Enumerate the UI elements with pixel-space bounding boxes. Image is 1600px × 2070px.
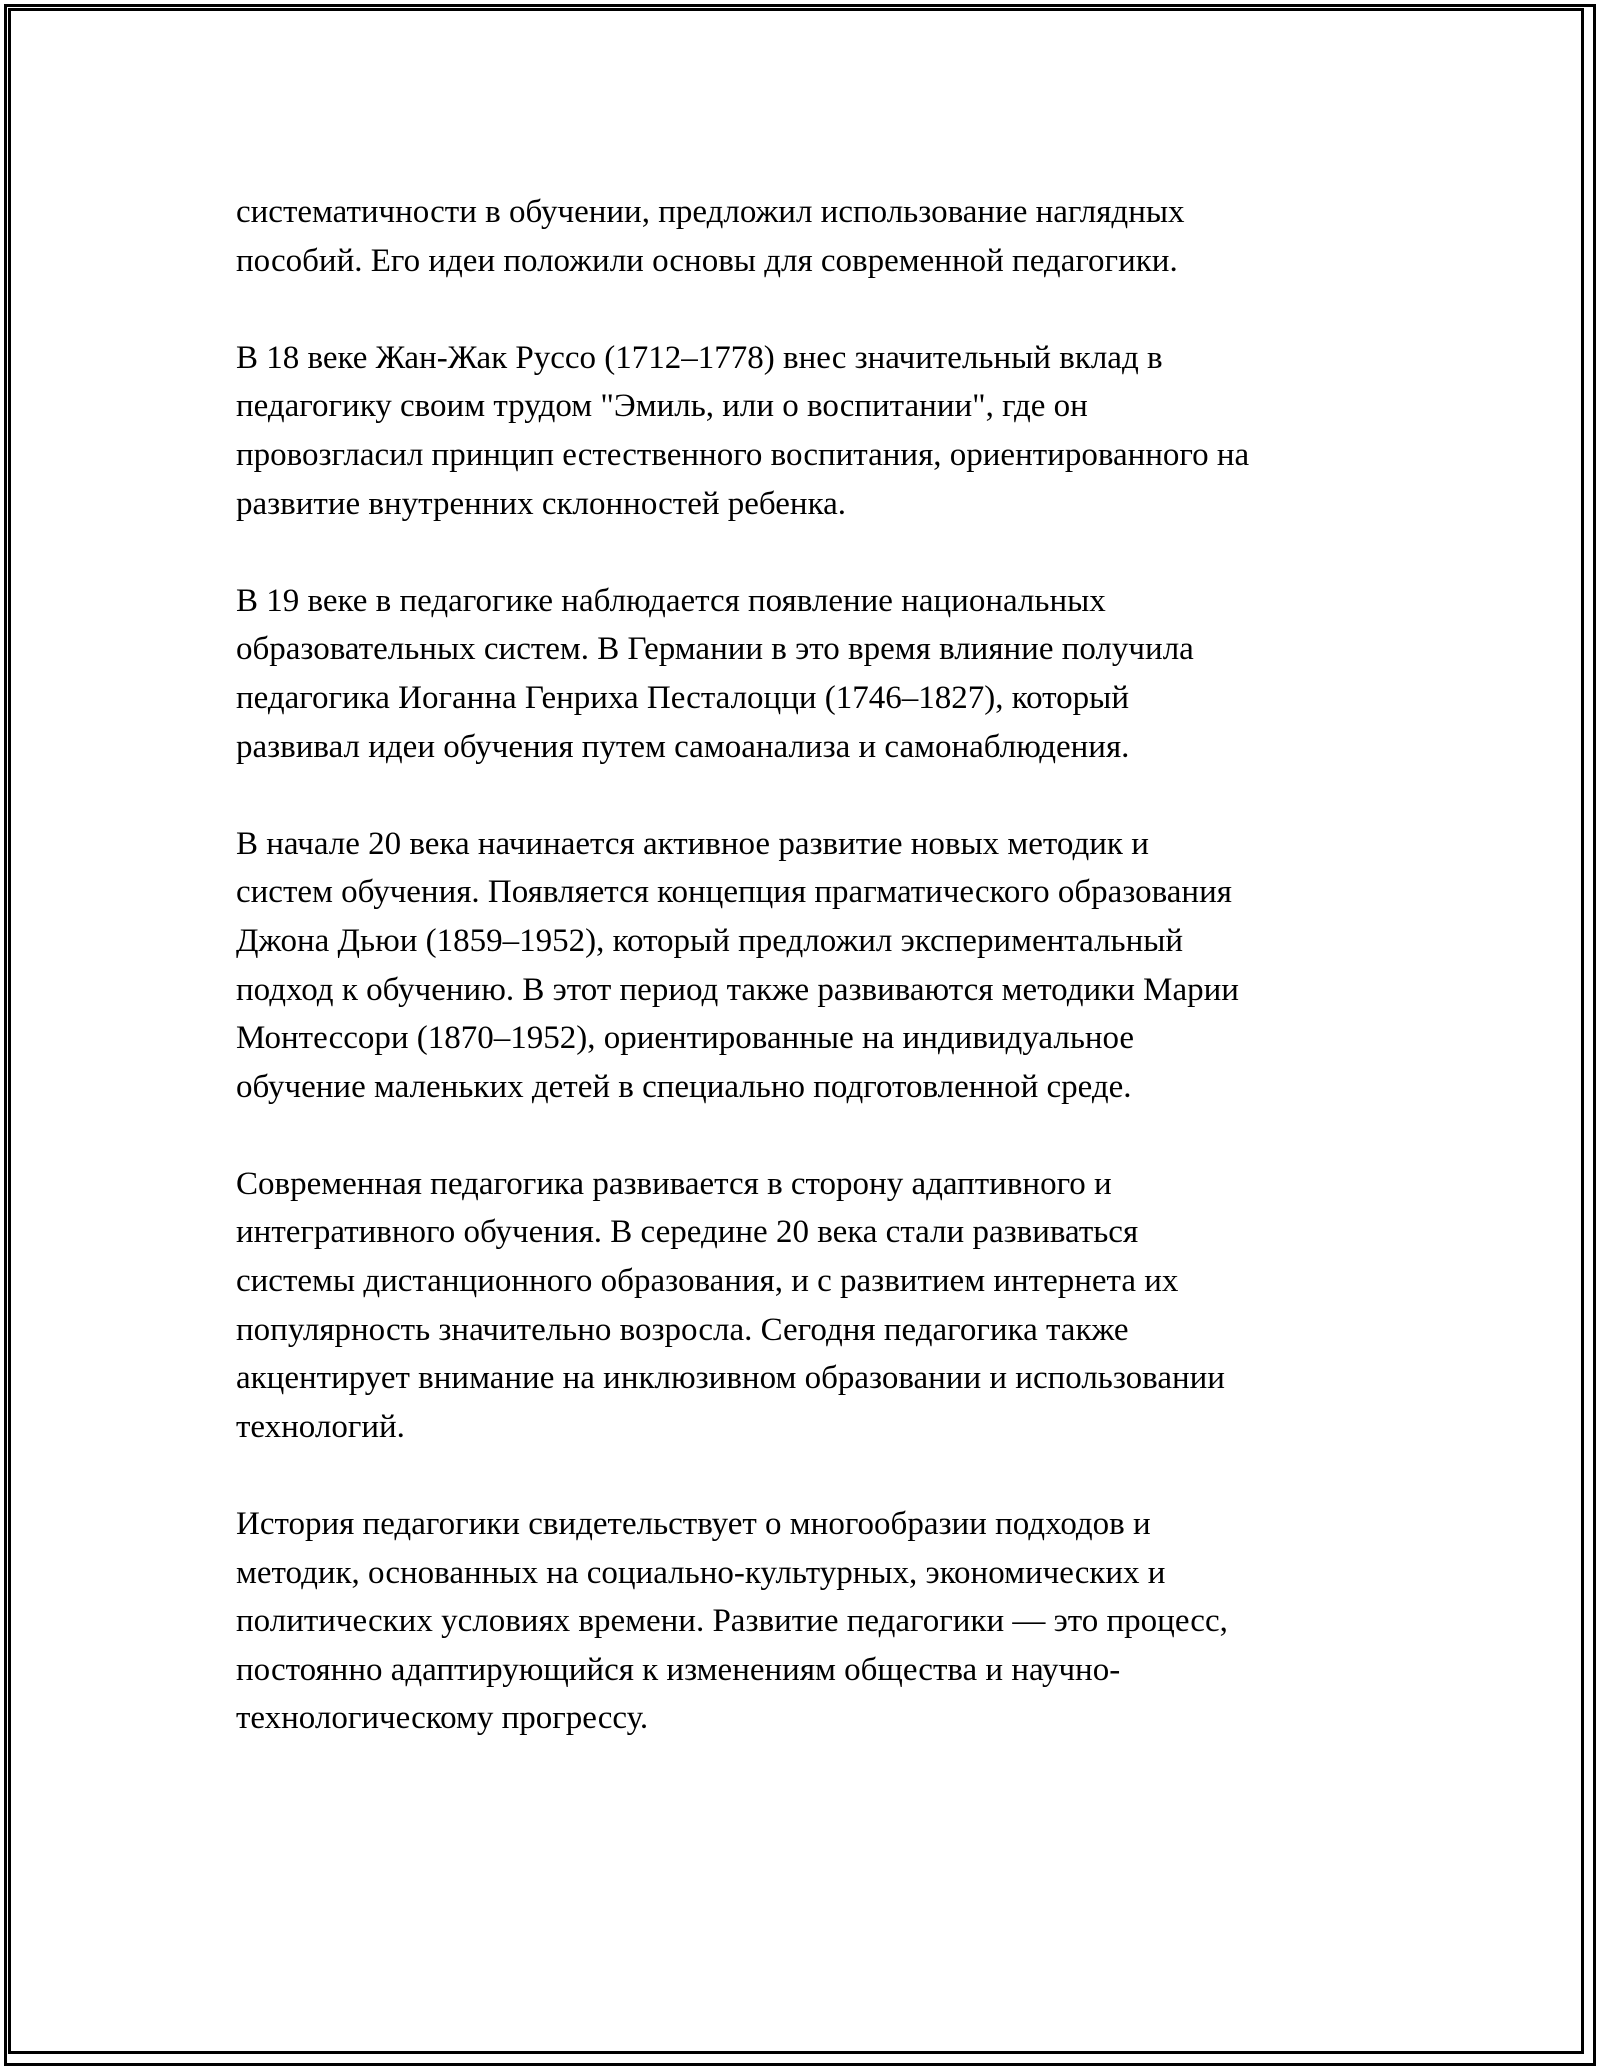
text-line: В 18 веке Жан-Жак Руссо (1712–1778) внес значительный вклад в [236,339,1163,376]
text-line: развивал идеи обучения путем самоанализа и самонаблюдения. [236,728,1130,765]
paragraph-rousseau [236,334,1366,528]
paragraph-comenius-conclusion [236,188,1366,285]
text-line: образовательных систем. В Германии в это время влияние получила [236,631,1194,668]
text-line: политических условиях времени. Развитие педагогики — это процесс, [236,1603,1228,1640]
text-line: акцентирует внимание на инклюзивном образовании и использовании [236,1360,1225,1397]
text-line: интегративного обучения. В середине 20 века стали развиваться [236,1214,1139,1251]
paragraph-conclusion [236,1500,1366,1743]
text-line: подход к обучению. В этот период также развиваются методики Марии [236,971,1239,1008]
text-line: Современная педагогика развивается в сторону адаптивного и [236,1165,1112,1202]
paragraph-19th-century [236,577,1366,771]
text-line: системы дистанционного образования, и с развитием интернета их [236,1263,1179,1300]
text-line: педагогика Иоганна Генриха Песталоцци (1746–1827), который [236,679,1129,716]
text-line: пособий. Его идеи положили основы для современной педагогики. [236,242,1178,279]
text-line: развитие внутренних склонностей ребенка. [236,485,847,522]
text-line: систем обучения. Появляется концепция прагматического образования [236,874,1232,911]
text-line: методик, основанных на социально-культурных, экономических и [236,1554,1166,1591]
text-line: технологическому прогрессу. [236,1700,649,1737]
text-line: Монтессори (1870–1952), ориентированные на индивидуальное [236,1020,1135,1057]
text-line: систематичности в обучении, предложил использование наглядных [236,194,1185,230]
paragraph-20th-century [236,820,1366,1112]
paragraph-modern-pedagogy [236,1160,1366,1452]
text-line: технологий. [236,1408,405,1445]
text-line: Джона Дьюи (1859–1952), который предложил экспериментальный [236,922,1184,959]
text-line: провозгласил принцип естественного воспитания, ориентированного на [236,436,1250,473]
text-line: обучение маленьких детей в специально подготовленной среде. [236,1068,1132,1105]
text-line: В 19 веке в педагогике наблюдается появление национальных [236,582,1106,619]
text-line: В начале 20 века начинается активное развитие новых методик и [236,825,1149,862]
text-line: популярность значительно возросла. Сегодня педагогика также [236,1311,1129,1348]
text-line: педагогику своим трудом "Эмиль, или о воспитании", где он [236,388,1088,425]
document-body [236,188,1366,1792]
text-line: постоянно адаптирующийся к изменениям общества и научно- [236,1651,1121,1688]
text-line: История педагогики свидетельствует о многообразии подходов и [236,1506,1151,1543]
